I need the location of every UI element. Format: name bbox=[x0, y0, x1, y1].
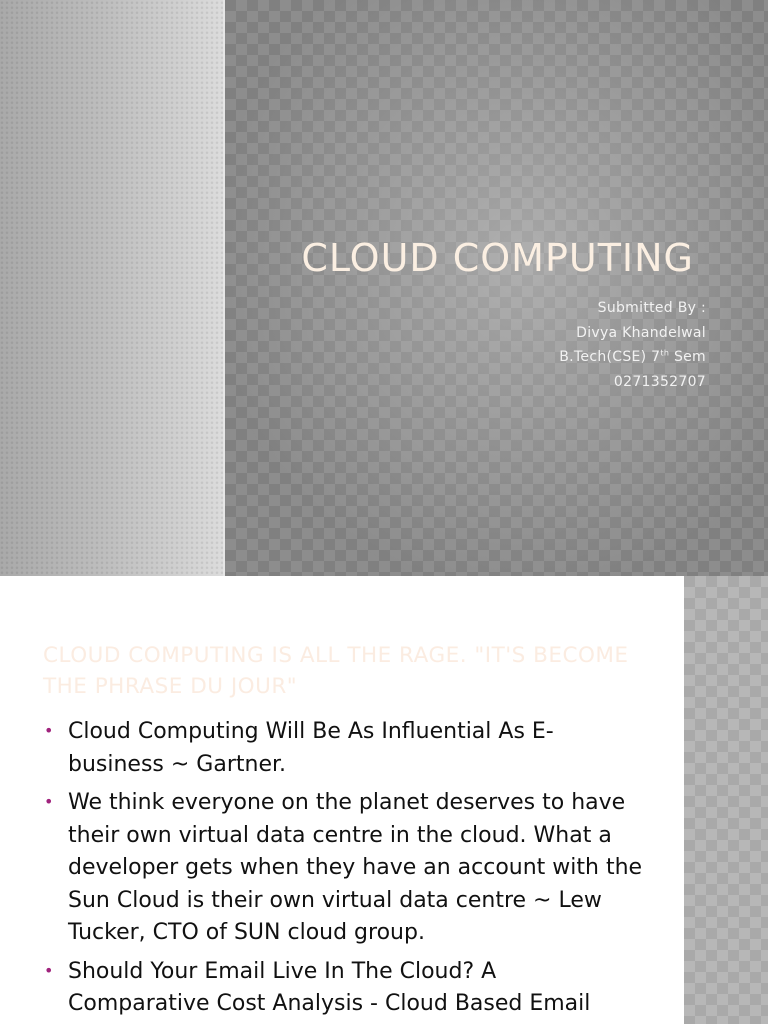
list-item-text: Cloud Computing Will Be As Influential As E-business ~ Gartner. bbox=[68, 719, 554, 777]
course-suffix: Sem bbox=[669, 349, 706, 365]
bullet-icon: • bbox=[44, 960, 54, 980]
patterned-background bbox=[225, 0, 768, 576]
slide-heading: CLOUD COMPUTING IS ALL THE RAGE. "IT'S BECOME THE PHRASE DU JOUR" bbox=[43, 643, 629, 699]
submitted-by-label: Submitted By : bbox=[597, 300, 706, 316]
author-name: Divya Khandelwal bbox=[576, 324, 706, 341]
right-patterned-strip bbox=[684, 576, 768, 1024]
course-prefix: B.Tech(CSE) 7 bbox=[559, 349, 661, 365]
left-gradient-panel bbox=[0, 0, 224, 576]
list-item bbox=[0, 716, 684, 781]
roll-number: 0271352707 bbox=[613, 373, 706, 390]
list-item-text: We think everyone on the planet deserves to have their own virtual data centre in the cloud. What a developer gets when they have an account with the Sun Cloud is their own virtual data centre ~ Lew Tucker, CTO of SUN cloud group. bbox=[68, 790, 643, 945]
list-item bbox=[0, 956, 684, 1021]
bullet-icon: • bbox=[44, 721, 54, 740]
content-slide bbox=[0, 576, 768, 1024]
course-ordinal-suffix: th bbox=[660, 348, 670, 358]
subtitle-block bbox=[559, 296, 706, 394]
list-item-text: Should Your Email Live In The Cloud? A Comparative Cost Analysis - Cloud Based Email bbox=[68, 958, 591, 1016]
bullet-icon: • bbox=[44, 792, 54, 811]
presentation-title: CLOUD COMPUTING bbox=[301, 236, 694, 280]
bullet-list bbox=[0, 716, 684, 1024]
course-line bbox=[559, 345, 706, 370]
list-item bbox=[0, 787, 684, 950]
